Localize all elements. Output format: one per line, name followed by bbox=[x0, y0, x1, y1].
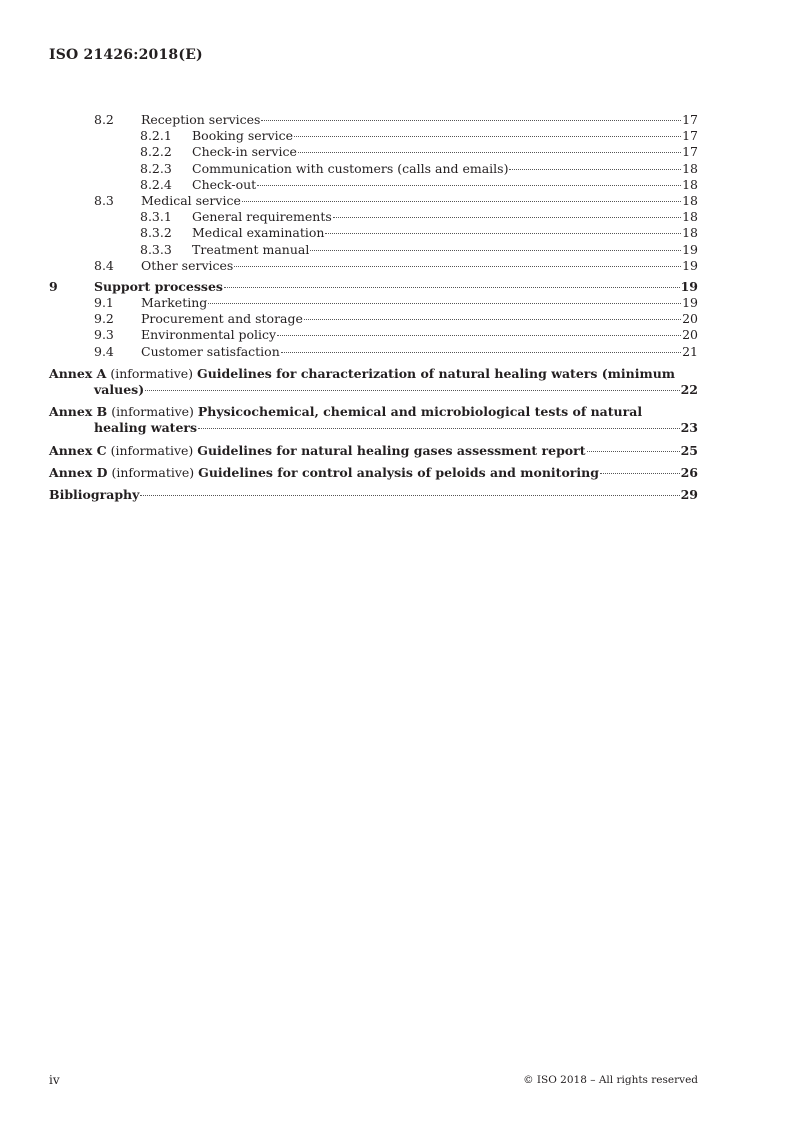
annex-type: (informative) bbox=[111, 464, 195, 480]
toc-title: Communication with customers (calls and emails) bbox=[192, 160, 509, 176]
leader-dots bbox=[298, 152, 681, 153]
toc-page: 17 bbox=[682, 128, 698, 144]
toc-page: 29 bbox=[680, 486, 698, 502]
copyright-notice: © ISO 2018 – All rights reserved bbox=[523, 1074, 698, 1086]
toc-number: 8.2.3 bbox=[140, 160, 172, 176]
toc-title: Booking service bbox=[192, 128, 294, 144]
toc-entry-8-2-2[interactable] bbox=[49, 144, 698, 160]
toc-title: Treatment manual bbox=[192, 241, 310, 257]
toc-entry-9-4[interactable] bbox=[49, 344, 698, 360]
annex-type: (informative) bbox=[110, 365, 194, 381]
leader-dots bbox=[281, 352, 681, 353]
leader-dots bbox=[600, 473, 680, 474]
annex-title-line1: Physicochemical, chemical and microbiological tests of natural bbox=[197, 404, 643, 420]
toc-page: 18 bbox=[682, 192, 698, 208]
toc-number: 9 bbox=[49, 278, 58, 294]
toc-entry-8-4[interactable] bbox=[49, 258, 698, 274]
toc-title: Environmental policy bbox=[141, 327, 277, 343]
page-number: iv bbox=[49, 1073, 60, 1087]
toc-number: 8.3.3 bbox=[140, 241, 172, 257]
bibliography-title: Bibliography bbox=[49, 486, 140, 502]
document-id: ISO 21426:2018(E) bbox=[49, 47, 203, 63]
toc-page: 18 bbox=[682, 176, 698, 192]
leader-dots bbox=[304, 319, 681, 320]
leader-dots bbox=[277, 335, 681, 336]
toc-page: 17 bbox=[682, 144, 698, 160]
annex-label: Annex C bbox=[49, 442, 107, 458]
toc-entry-bibliography[interactable] bbox=[49, 487, 698, 503]
toc-entry-9-1[interactable] bbox=[49, 295, 698, 311]
annex-type: (informative) bbox=[111, 404, 194, 420]
leader-dots bbox=[310, 250, 681, 251]
toc-number: 8.2.2 bbox=[140, 144, 172, 160]
leader-dots bbox=[333, 217, 681, 218]
toc-number: 8.3 bbox=[94, 192, 114, 208]
toc-page: 20 bbox=[682, 327, 698, 343]
leader-dots bbox=[242, 201, 681, 202]
toc-entry-8-2-3[interactable] bbox=[49, 161, 698, 177]
toc-page: 17 bbox=[682, 112, 698, 127]
toc-entry-8-2[interactable] bbox=[49, 112, 698, 128]
toc-title: Medical examination bbox=[192, 225, 325, 241]
toc-number: 9.4 bbox=[94, 343, 114, 359]
toc-number: 9.3 bbox=[94, 327, 114, 343]
toc-title: Marketing bbox=[141, 295, 208, 311]
toc-number: 8.2.4 bbox=[140, 176, 172, 192]
toc-entry-8-3-3[interactable] bbox=[49, 242, 698, 258]
toc-title: Customer satisfaction bbox=[141, 343, 280, 359]
leader-dots bbox=[198, 428, 680, 429]
leader-dots bbox=[234, 266, 681, 267]
leader-dots bbox=[294, 136, 681, 137]
toc-title: Other services bbox=[141, 257, 234, 273]
toc-title: Procurement and storage bbox=[141, 311, 303, 327]
toc-entry-annex-a[interactable] bbox=[49, 366, 698, 398]
toc-page: 23 bbox=[680, 420, 698, 436]
annex-title-line1: Guidelines for characterization of natural healing waters (minimum bbox=[197, 365, 676, 381]
toc-number: 8.2 bbox=[94, 112, 114, 127]
leader-dots bbox=[325, 233, 681, 234]
toc-number: 8.2.1 bbox=[140, 128, 172, 144]
toc-entry-8-3-2[interactable] bbox=[49, 225, 698, 241]
annex-title: Guidelines for natural healing gases assessment report bbox=[197, 442, 586, 458]
toc-page: 18 bbox=[682, 209, 698, 225]
annex-title: Guidelines for control analysis of peloids and monitoring bbox=[198, 464, 599, 480]
toc-entry-9-3[interactable] bbox=[49, 327, 698, 343]
toc-page: 19 bbox=[682, 241, 698, 257]
annex-label: Annex B bbox=[49, 404, 108, 420]
table-of-contents bbox=[49, 112, 698, 503]
toc-page: 20 bbox=[682, 311, 698, 327]
toc-title: Check-out bbox=[192, 176, 257, 192]
leader-dots bbox=[145, 390, 679, 391]
toc-number: 8.3.2 bbox=[140, 225, 172, 241]
toc-title: Check-in service bbox=[192, 144, 297, 160]
toc-entry-annex-d[interactable] bbox=[49, 465, 698, 481]
toc-number: 8.3.1 bbox=[140, 209, 172, 225]
annex-type: (informative) bbox=[110, 442, 194, 458]
toc-entry-8-3[interactable] bbox=[49, 193, 698, 209]
toc-page: 18 bbox=[682, 160, 698, 176]
leader-dots bbox=[509, 169, 681, 170]
toc-number: 9.2 bbox=[94, 311, 114, 327]
toc-title: Medical service bbox=[141, 192, 241, 208]
toc-number: 8.4 bbox=[94, 257, 114, 273]
toc-entry-8-3-1[interactable] bbox=[49, 209, 698, 225]
toc-page: 18 bbox=[682, 225, 698, 241]
leader-dots bbox=[257, 185, 681, 186]
toc-entry-9[interactable] bbox=[49, 279, 698, 295]
toc-page: 21 bbox=[682, 343, 698, 359]
leader-dots bbox=[208, 303, 681, 304]
toc-page: 19 bbox=[680, 278, 698, 294]
leader-dots bbox=[587, 451, 680, 452]
toc-title: General requirements bbox=[192, 209, 332, 225]
leader-dots bbox=[224, 287, 680, 288]
annex-title-line2: values) bbox=[94, 382, 145, 397]
annex-label: Annex A bbox=[49, 365, 107, 381]
annex-label: Annex D bbox=[49, 464, 108, 480]
annex-title-line2: healing waters bbox=[94, 420, 198, 436]
toc-page: 25 bbox=[680, 442, 698, 458]
toc-page: 19 bbox=[682, 295, 698, 311]
toc-entry-annex-c[interactable] bbox=[49, 443, 698, 459]
toc-page: 19 bbox=[682, 257, 698, 273]
toc-title: Reception services bbox=[141, 112, 261, 127]
leader-dots bbox=[261, 120, 681, 121]
toc-entry-annex-b[interactable] bbox=[49, 404, 698, 436]
toc-entry-8-2-1[interactable] bbox=[49, 128, 698, 144]
leader-dots bbox=[140, 495, 679, 496]
toc-page: 26 bbox=[680, 464, 698, 480]
toc-number: 9.1 bbox=[94, 295, 114, 311]
toc-entry-9-2[interactable] bbox=[49, 311, 698, 327]
toc-entry-8-2-4[interactable] bbox=[49, 177, 698, 193]
toc-title: Support processes bbox=[94, 278, 223, 294]
toc-page: 22 bbox=[680, 382, 698, 397]
